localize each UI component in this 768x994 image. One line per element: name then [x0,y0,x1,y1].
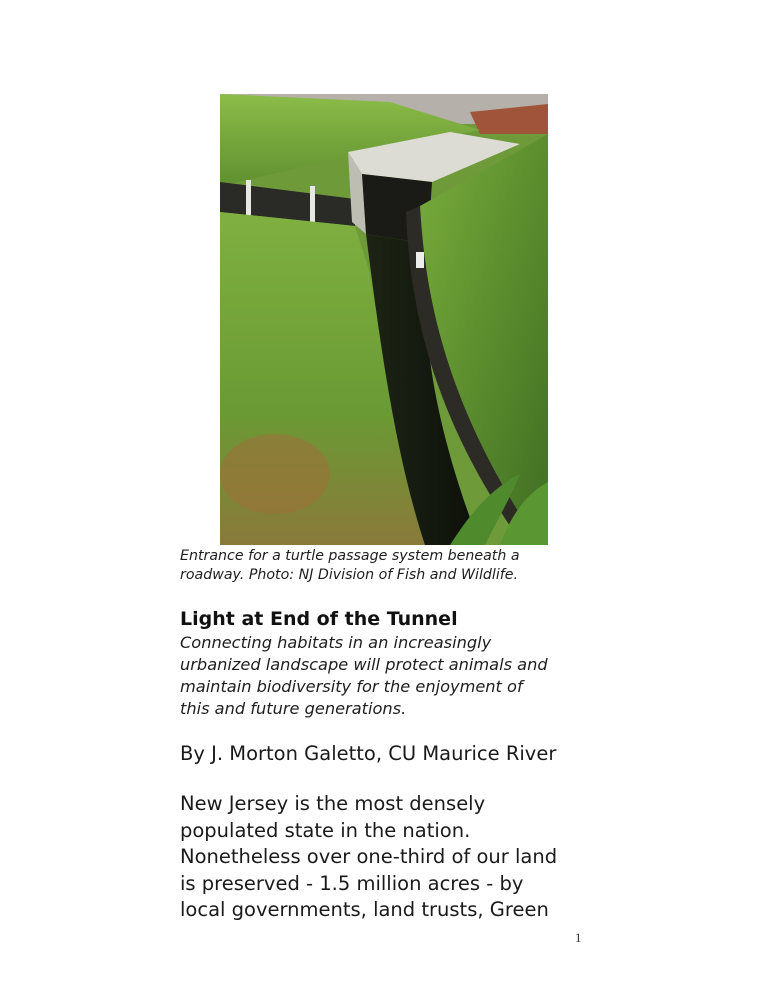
caption-line: roadway. Photo: NJ Division of Fish and Wildlife. [180,567,519,583]
subtitle-line: urbanized landscape will protect animals and [180,655,548,674]
photo-caption [180,547,600,585]
subtitle-line: maintain biodiversity for the enjoyment of [180,677,523,696]
body-line: local governments, land trusts, Green [180,898,549,921]
fence-post [310,186,315,224]
body-line: populated state in the nation. [180,818,471,842]
turtle-passage-photo [220,94,548,545]
article-title: Light at End of the Tunnel [180,608,458,630]
article-body [180,791,600,924]
byline: By J. Morton Galetto, CU Maurice River [180,742,557,765]
article-subtitle [180,632,600,720]
subtitle-line: Connecting habitats in an increasingly [180,633,492,652]
subtitle-line: this and future generations. [180,699,407,718]
fence-post [246,180,251,216]
body-line: is preserved - 1.5 million acres - by [180,871,524,895]
caption-line: Entrance for a turtle passage system beneath a [180,548,520,564]
dirt-patch [220,434,330,514]
photo-illustration [220,94,548,545]
body-line: Nonetheless over one-third of our land [180,845,558,868]
fence-post [416,252,424,268]
page-number: 1 [575,930,582,945]
body-line: New Jersey is the most densely [180,792,486,815]
